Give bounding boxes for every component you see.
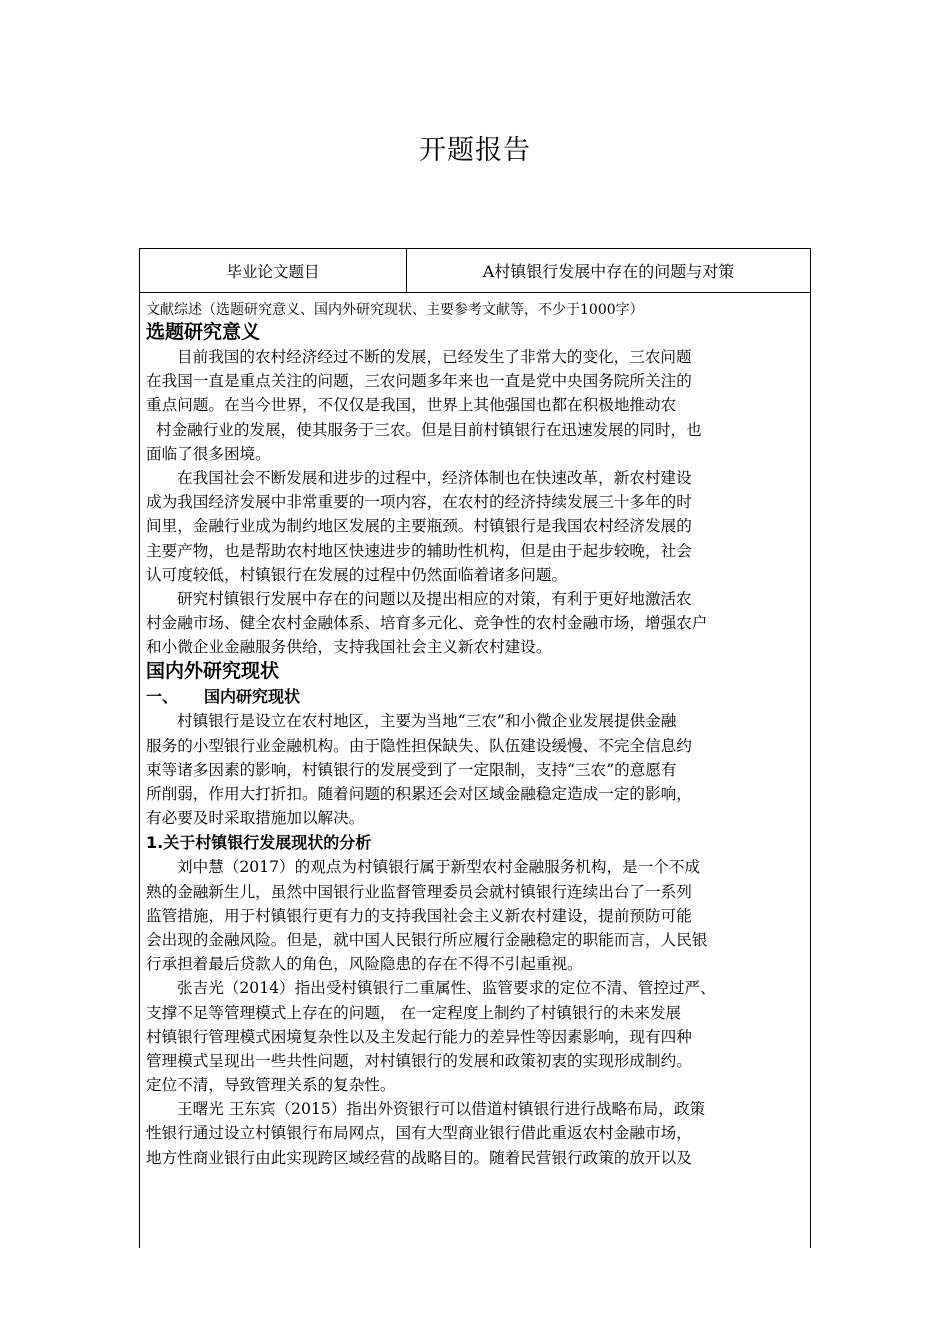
thesis-title-label: 毕业论文题目 xyxy=(140,249,407,292)
text-line: 所削弱，作用大打折扣。随着问题的积累还会对区域金融稳定造成一定的影响， xyxy=(146,785,692,803)
literature-review xyxy=(140,293,810,1170)
section-note: 文献综述（选题研究意义、国内外研究现状、主要参考文献等，不少于1000字） xyxy=(146,302,644,318)
paragraph-7 xyxy=(146,1097,805,1170)
heading-analysis: 1.关于村镇银行发展现状的分析 xyxy=(146,833,372,853)
text-line: 王曙光 王东宾（2015）指出外资银行可以借道村镇银行进行战略布局，政策 xyxy=(177,1100,706,1119)
text-line: 地方性商业银行由此实现跨区域经营的战略目的。随着民营银行政策的放开以及 xyxy=(146,1148,692,1167)
text-line: 会出现的金融风险。但是，就中国人民银行所应履行金融稳定的职能而言，人民银 xyxy=(146,930,708,949)
text-line: 在我国一直是重点关注的问题，三农问题多年来也一直是党中央国务院所关注的 xyxy=(146,372,692,391)
text-line: 管理模式呈现出一些共性问题，对村镇银行的发展和政策初衷的实现形成制约。 xyxy=(146,1051,692,1070)
paragraph-1 xyxy=(146,345,805,466)
paragraph-5 xyxy=(146,855,805,976)
text-line: 村金融行业的发展，使其服务于三农。但是目前村镇银行在迅速发展的同时，也 xyxy=(146,420,702,439)
text-line: 间里，金融行业成为制约地区发展的主要瓶颈。村镇银行是我国农村经济发展的 xyxy=(146,517,692,536)
heading-domestic-number: 一、 xyxy=(146,687,179,707)
heading-domestic xyxy=(146,684,805,709)
text-line: 重点问题。在当今世界，不仅仅是我国，世界上其他强国也都在积极地推动农 xyxy=(146,396,677,415)
text-line: 行承担着最后贷款人的角色，风险隐患的存在不得不引起重视。 xyxy=(146,955,583,974)
text-line: 支撑不足等管理模式上存在的问题， 在一定程度上制约了村镇银行的未来发展 xyxy=(146,1003,682,1022)
text-line: 监管措施，用于村镇银行更有力的支持我国社会主义新农村建设，提前预防可能 xyxy=(146,906,692,925)
text-line: 服务的小型银行业金融机构。由于隐性担保缺失、队伍建设缓慢、不完全信息约 xyxy=(146,736,692,755)
text-line: 熟的金融新生儿，虽然中国银行业监督管理委员会就村镇银行连续出台了一系列 xyxy=(146,882,692,901)
paragraph-6 xyxy=(146,976,805,1097)
report-table xyxy=(139,248,811,1248)
text-line: 目前我国的农村经济经过不断的发展，已经发生了非常大的变化，三农问题 xyxy=(177,348,692,366)
text-line: 研究村镇银行发展中存在的问题以及提出相应的对策，有利于更好地激活农 xyxy=(177,589,692,608)
heading-domestic-text: 国内研究现状 xyxy=(204,687,301,707)
text-line: 面临了很多困境。 xyxy=(146,444,271,463)
thesis-title-row xyxy=(140,249,810,293)
text-line: 主要产物，也是帮助农村地区快速进步的辅助性机构，但是由于起步较晚，社会 xyxy=(146,541,692,560)
text-line: 认可度较低，村镇银行在发展的过程中仍然面临着诸多问题。 xyxy=(146,565,568,584)
text-line: 村金融市场、健全农村金融体系、培育多元化、竞争性的农村金融市场，增强农户 xyxy=(146,614,708,633)
text-line: 有必要及时采取措施加以解决。 xyxy=(146,809,365,828)
paragraph-3 xyxy=(146,587,805,660)
text-line: 定位不清，导致管理关系的复杂性。 xyxy=(146,1076,396,1095)
text-line: 刘中慧（2017）的观点为村镇银行属于新型农村金融服务机构，是一个不成 xyxy=(177,858,701,877)
text-line: 性银行通过设立村镇银行布局网点，国有大型商业银行借此重返农村金融市场， xyxy=(146,1124,692,1143)
paragraph-2 xyxy=(146,466,805,587)
paragraph-4 xyxy=(146,709,805,830)
text-line: 束等诸多因素的影响，村镇银行的发展受到了一定限制，支持“三农”的意愿有 xyxy=(146,760,677,779)
text-line: 在我国社会不断发展和进步的过程中，经济体制也在快速改革，新农村建设 xyxy=(177,468,692,487)
text-line: 村镇银行是设立在农村地区，主要为当地“三农”和小微企业发展提供金融 xyxy=(177,712,677,731)
thesis-title-value: A村镇银行发展中存在的问题与对策 xyxy=(482,262,735,281)
text-line: 村镇银行管理模式困境复杂性以及主发起行能力的差异性等因素影响，现有四种 xyxy=(146,1027,692,1046)
heading-research-status: 国内外研究现状 xyxy=(146,660,280,683)
text-line: 成为我国经济发展中非常重要的一项内容，在农村的经济持续发展三十多年的时 xyxy=(146,493,692,512)
page-title: 开题报告 xyxy=(419,135,531,166)
heading-significance: 选题研究意义 xyxy=(146,321,261,343)
text-line: 和小微企业金融服务供给，支持我国社会主义新农村建设。 xyxy=(146,638,552,657)
text-line: 张吉光（2014）指出受村镇银行二重属性、监管要求的定位不清、管控过严、 xyxy=(177,979,716,998)
